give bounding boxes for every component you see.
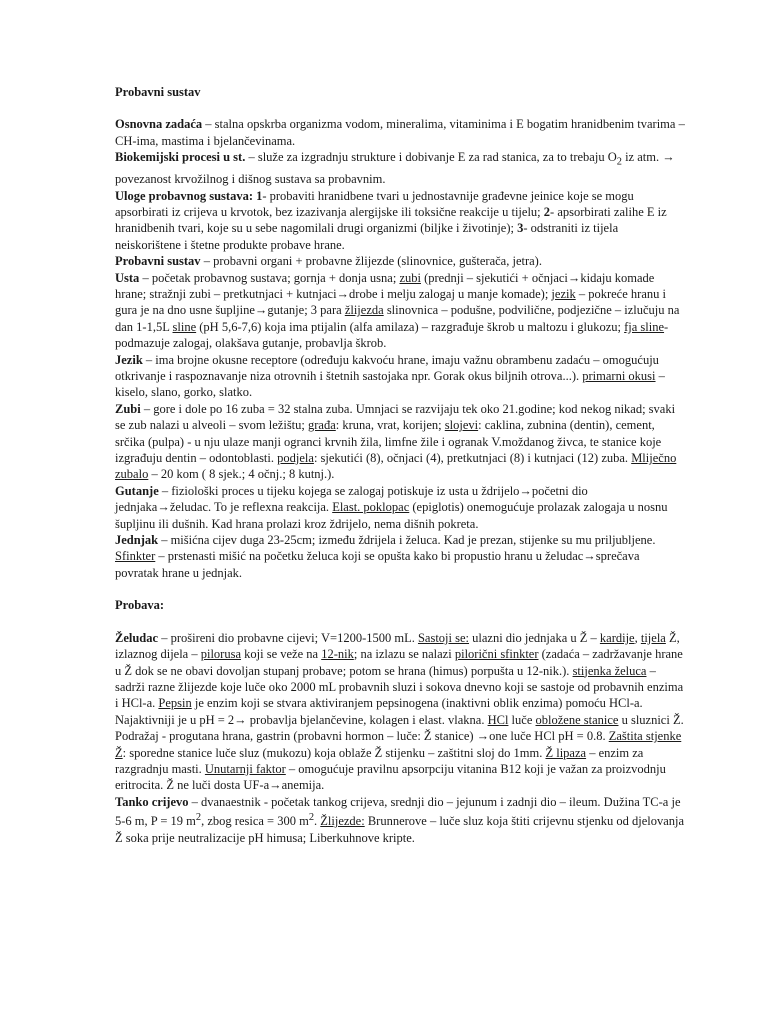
paragraph-tanko-crijevo [115,794,685,846]
text-run: – fiziološki proces u tijeku kojega se zalogaj potiskuje iz usta u ždrijelo→početni dio jednjaka→želudac. To je reflexna reakcija. [115,483,588,515]
underlined-term: podjela [277,451,314,466]
text-run: – probavni organi + probavne žlijezde (slinovnice, gušterača, jetra). [200,254,542,269]
underlined-term: Ž lipaza [545,745,587,760]
bold-term: Usta [115,270,140,285]
underlined-term: Zaštita stjenke Ž [115,729,682,760]
text-run: Ž, izlaznog dijela – [115,630,680,662]
text-run: (epiglotis) onemogućuje prolazak zalogaja u nosnu šupljinu ili dušnih. Kad hrana prolazi kroz ždrijelo, nema dišnih pokreta. [115,500,668,531]
text-run: 2 [616,156,622,168]
document-title: Probavni sustav [115,85,201,99]
text-run: : kruna, vrat, korijen; [335,418,445,433]
underlined-term: Mliječno zubalo [115,451,677,482]
text-run: ulazni dio jednjaka u Ž – [469,630,600,645]
bold-term: 3 [517,221,524,236]
underlined-term: primarni okusi [582,369,656,383]
text-run: ; na izlazu se nalazi [353,647,455,662]
underlined-term: žlijezda [344,303,384,318]
bold-term: 2 [543,204,551,219]
text-run: : sporedne stanice luče sluz (mukozu) koja oblaže Ž stijenku – zaštitni sloj do 1mm. [122,745,546,760]
text-run: : sjekutići (8), očnjaci (4), pretkutnjaci (8) i kutnjaci (12) zuba. [313,451,632,466]
underlined-term: pilorični sfinkter [454,647,539,662]
text-run: . [314,814,321,829]
underlined-term: Unutarnji faktor [204,761,286,776]
text-run: – ima brojne okusne receptore (određuju kakvoću hrane, imaju važnu obrambenu zadaću – omogućuju otkrivanje i raspoznavanje niza otrovnih i štetnih sastojaka npr. Gorak okus biljnih otrova...). [115,352,659,383]
bold-term: Osnovna zadaća [115,117,203,132]
text-run: – stalna opskrba organizma vodom, mineralima, vitaminima i E bogatim hranidbenim tvarima – CH-ima, mastima i bjelančevinama. [115,117,685,148]
text-run: – pokreće hranu i gura je na dno usne šupljine→gutanje; 3 para [115,286,666,318]
text-run: - apsorbirati zalihe E iz hranidbenih tvari, koje su u sebe nagomilali drugi organizmi (biljke i životinje); [115,204,667,236]
paragraph-jednjak [115,532,685,581]
underlined-term: građa [308,418,336,433]
underlined-term: sline [172,319,197,334]
text-run: – mišićna cijev duga 23-25cm; između ždrijela i želuca. Kad je prezan, stijenke su mu priljubljene. [158,533,656,548]
text-run: , [634,630,641,645]
bold-term: Zubi [115,401,141,416]
text-run: – omogućuje pravilnu apsorpciju vitanina B12 koji je važan za proizvodnju eritrocita. Ž ne luči dosta UF-a→anemija. [115,761,666,793]
text-run: – 20 kom ( 8 sjek.; 4 očnj.; 8 kutnj.). [148,467,335,482]
text-run: - odstraniti iz tijela neiskorištene i štetne produkte probave hrane. [115,221,619,252]
paragraph-osnovna-zadaca [115,116,685,149]
underlined-term: HCl [487,712,509,727]
paragraph-zeludac [115,630,685,794]
paragraph-gutanje [115,483,685,532]
text-run: – prstenasti mišić na početku želuca koji se opušta kako bi propustio hranu u želudac→sprečava povratak hrane u jednjak. [115,549,640,580]
text-run: – početak probavnog sustava; gornja + donja usna; [139,270,400,285]
paragraph-jezik [115,352,685,401]
section-title-probava: Probava: [115,598,165,613]
bold-term: Uloge probavnog sustava: 1 [115,188,263,203]
text-run: koji se veže na [241,647,322,662]
bold-term: Jezik [115,352,143,367]
underlined-term: Sastoji se: [417,630,470,645]
bold-term: Tanko crijevo [115,794,189,809]
text-run: (pH 5,6-7,6) koja ima ptijalin (alfa amilaza) – razgrađuje škrob u maltozu i glukozu; [196,319,625,334]
text-run: 2 [195,812,202,824]
bold-term: Biokemijski procesi u st. [115,150,246,165]
text-run: – kiselo, slano, gorko, slatko. [115,369,665,400]
text-run: je enzim koji se stvara aktiviranjem pepsinogena (inaktivni oblik enzima) pomoću HCl-a. Najaktivniji je u pH = 2→ probavlja bjelančevine, kolagen i elast. vlakna. [115,696,643,727]
underlined-term: fja sline [624,319,665,334]
bold-term: Gutanje [115,483,159,498]
underlined-term: Elast. poklopac [332,500,410,515]
underlined-term: kardije [599,630,635,645]
text-run: , zbog resica = 300 m [201,814,309,829]
paragraph-probavni-sustav [115,253,685,269]
bold-term: Probavni sustav [115,254,201,269]
paragraph-usta [115,270,685,352]
text-run: – sadrži razne žlijezde koje luče oko 2000 mL probavnih sluzi i sokova dnevno koji se sastoje od probavnih enzima i HCl-a. [115,663,684,711]
text-run: (prednji – sjekutići + očnjaci→kidaju komade hrane; stražnji zubi – pretkutnjaci + kutnjaci→drobe i melju zalogaj u manje komade); [115,270,655,301]
text-run: -podmazuje zalogaj, olakšava gutanje, probavlja škrob. [115,319,669,351]
paragraph-biokemijski-procesi [115,149,685,187]
paragraph-zubi [115,401,685,483]
text-run: : caklina, zubnina (dentin), cement, srčika (pulpa) - u nju ulaze manji ogranci krvnih žila, limfne žile i ogranak V.moždanog živca, te stanice koje izgrađuju dentin – odontoblasti. [115,418,662,466]
underlined-term: Žlijezde: [320,814,365,829]
text-run: u sluznici Ž. Podražaj - progutana hrana, gastrin (probavni hormon – luče: Ž stanice) →one luče HCl pH = 0.8. [115,712,684,744]
underlined-term: Pepsin [158,696,192,711]
paragraph-uloge [115,188,685,254]
bold-term: Želudac [115,630,159,645]
text-run: - probaviti hranidbene tvari u jednostavnije građevne jeinice koje se mogu apsorbirati iz crijeva u krvotok, bez izazivanja alergijske ili toksične reakcije u tijelu; [115,188,634,219]
underlined-term: obložene stanice [535,712,619,727]
underlined-term: slojevi [444,418,479,433]
underlined-term: jezik [551,286,576,301]
underlined-term: tijela [640,630,666,645]
text-run: – gore i dole po 16 zuba = 32 stalna zuba. Umnjaci se razvijaju tek oko 21.godine; kod nekog nikad; svaki se zub nalazi u alveoli – svom ležištu; [115,401,676,433]
underlined-term: pilorusa [200,647,242,662]
text-run: – služe za izgradnju strukture i dobivanje E za rad stanica, za to trebaju O [245,150,617,165]
underlined-term: stijenka želuca [572,663,647,678]
text-run: – dvanaestnik - početak tankog crijeva, srednji dio – jejunum i zadnji dio – ileum. Dužina TC-a je 5-6 m, P = 19 m [115,794,681,829]
text-run: Brunnerove – luče sluz koja štiti crijevnu stjenku od djelovanja Ž soka prije neutralizacije pH himusa; Liberkuhnove kripte. [115,814,685,845]
text-run: – enzim za razgradnju masti. [115,745,644,776]
text-run: iz atm. → povezanost krvožilnog i dišnog sustava sa probavnim. [115,150,675,187]
underlined-term: 12-nik [321,647,354,662]
text-run: (zadaća – zadržavanje hrane u Ž dok se ne obavi dovoljan stupanj probave; potom se hrana (himus) porpušta u 12-nik.). [115,647,683,678]
text-run: – prošireni dio probavne cijevi; V=1200-1500 mL. [158,630,418,645]
underlined-term: Sfinkter [115,549,156,564]
text-run: luče [508,712,536,727]
text-run: 2 [308,812,315,824]
text-run: slinovnica – podušne, podvilične, podjezične – izlučuju na dan 1-1,5L [115,303,680,334]
underlined-term: zubi [399,270,421,285]
bold-term: Jednjak [115,533,159,548]
document-body [115,84,685,846]
